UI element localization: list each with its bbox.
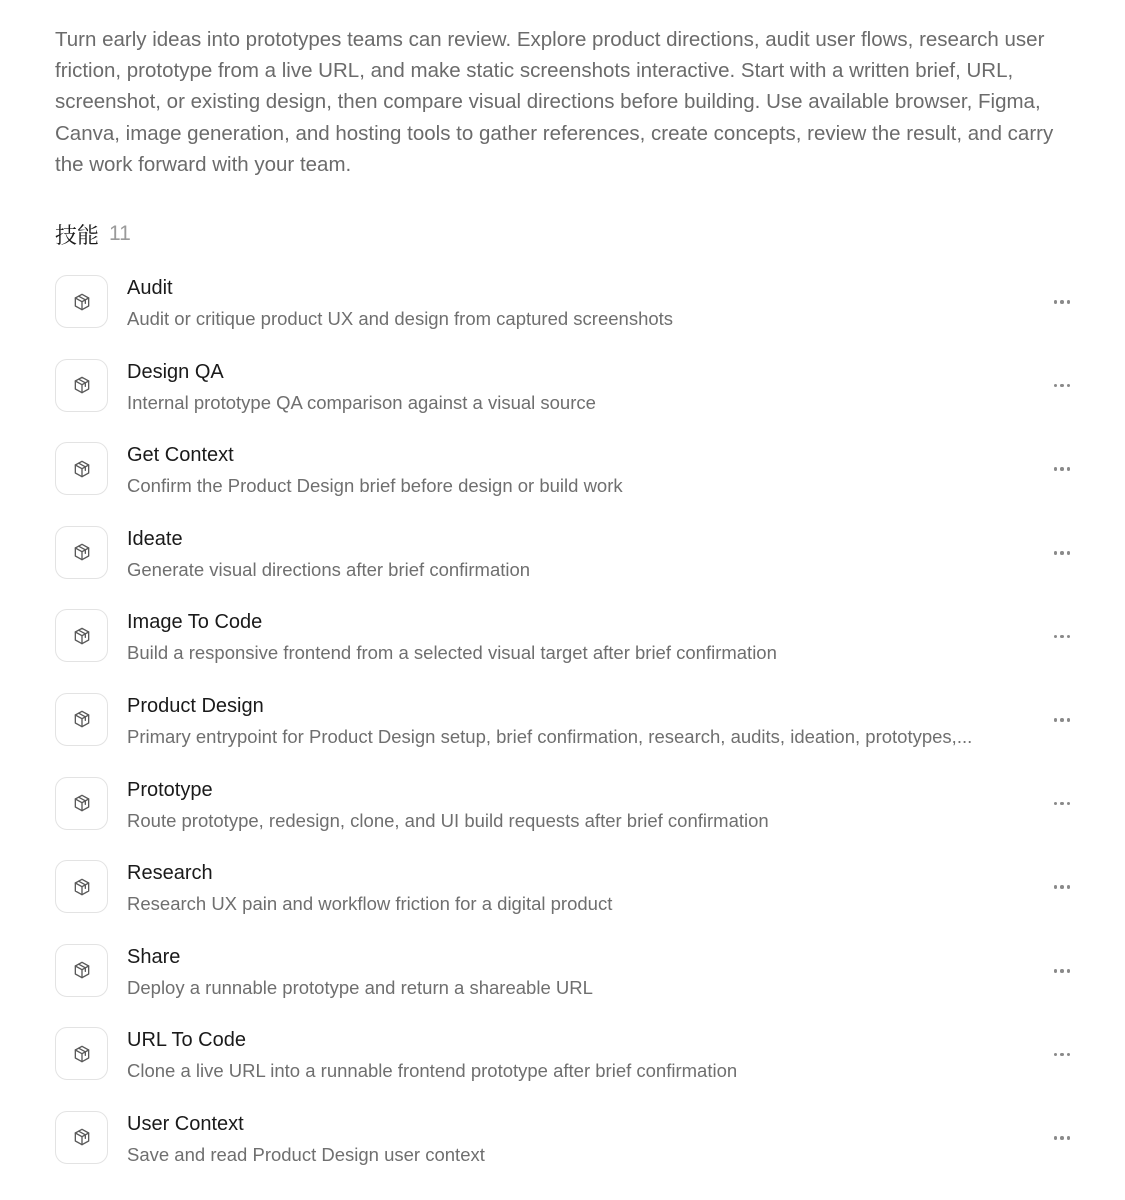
skill-text — [127, 359, 1017, 415]
more-options-button-research[interactable] — [1047, 875, 1077, 899]
more-options-button-share[interactable] — [1047, 959, 1077, 983]
more-dot — [1067, 635, 1071, 639]
skill-name: Ideate — [127, 527, 183, 550]
more-dot — [1060, 718, 1064, 722]
more-options-button-prototype[interactable] — [1047, 792, 1077, 816]
more-dot — [1054, 384, 1058, 388]
more-dot — [1054, 969, 1058, 973]
more-dot — [1054, 885, 1058, 889]
skill-description: Audit or critique product UX and design from captured screenshots — [127, 308, 674, 329]
skill-icon-container — [55, 944, 108, 997]
skill-description: Build a responsive frontend from a selected visual target after brief confirmation — [127, 642, 777, 664]
skill-name: Product Design — [127, 694, 264, 717]
more-dot — [1054, 635, 1058, 639]
skill-description: Primary entrypoint for Product Design setup, brief confirmation, research, audits, ideation, prototypes,... — [127, 725, 973, 747]
more-dot — [1060, 300, 1064, 304]
more-dot — [1060, 885, 1064, 889]
cube-icon — [72, 542, 92, 562]
more-dot — [1067, 384, 1071, 388]
skills-list — [55, 275, 1085, 1195]
skill-name: Design QA — [127, 360, 224, 383]
more-dot — [1060, 551, 1064, 555]
more-dot — [1060, 802, 1064, 806]
skill-name: Prototype — [127, 778, 213, 801]
skill-item-url-to-code[interactable] — [55, 1027, 1085, 1111]
skill-item-product-design[interactable] — [55, 693, 1085, 777]
skill-description: Route prototype, redesign, clone, and UI build requests after brief confirmation — [127, 809, 769, 831]
more-dot — [1060, 1053, 1064, 1057]
more-dot — [1054, 551, 1058, 555]
skill-icon-container — [55, 359, 108, 412]
cube-icon — [72, 459, 92, 479]
skill-icon-container — [55, 609, 108, 662]
cube-icon — [72, 626, 92, 646]
skill-name: Get Context — [127, 444, 234, 467]
more-dot — [1054, 300, 1058, 304]
skill-text — [127, 777, 1017, 833]
more-dot — [1060, 467, 1064, 471]
more-dot — [1054, 1053, 1058, 1057]
skill-text — [127, 609, 1017, 665]
more-dot — [1067, 802, 1071, 806]
more-options-button-get-context[interactable] — [1047, 457, 1077, 481]
skill-item-share[interactable] — [55, 944, 1085, 1028]
more-dot — [1060, 1136, 1064, 1140]
skill-text — [127, 1111, 1017, 1167]
more-dot — [1067, 885, 1071, 889]
more-dot — [1067, 1053, 1071, 1057]
cube-icon — [72, 375, 92, 395]
skills-section-header — [55, 218, 131, 250]
skill-icon-container — [55, 1027, 108, 1080]
cube-icon — [72, 709, 92, 729]
skill-name: User Context — [127, 1112, 244, 1135]
more-dot — [1067, 300, 1071, 304]
skill-icon-container — [55, 526, 108, 579]
skill-icon-container — [55, 442, 108, 495]
skills-section-title: 技能 — [55, 222, 100, 248]
skill-text — [127, 944, 1017, 1000]
skill-description: Generate visual directions after brief confirmation — [127, 558, 531, 580]
skill-item-research[interactable] — [55, 860, 1085, 944]
more-options-button-audit[interactable] — [1047, 290, 1077, 314]
more-options-button-url-to-code[interactable] — [1047, 1042, 1077, 1066]
more-options-button-user-context[interactable] — [1047, 1126, 1077, 1150]
skill-name: Share — [127, 945, 181, 968]
more-dot — [1067, 551, 1071, 555]
skill-name: Audit — [127, 277, 173, 299]
skill-name: URL To Code — [127, 1029, 246, 1052]
more-options-button-design-qa[interactable] — [1047, 374, 1077, 398]
skill-item-image-to-code[interactable] — [55, 609, 1085, 693]
skill-item-design-qa[interactable] — [55, 359, 1085, 443]
more-options-button-image-to-code[interactable] — [1047, 624, 1077, 648]
more-dot — [1067, 1136, 1071, 1140]
more-dot — [1067, 718, 1071, 722]
skill-description: Clone a live URL into a runnable frontend prototype after brief confirmation — [127, 1060, 738, 1082]
skill-text — [127, 693, 1017, 749]
skill-icon-container — [55, 693, 108, 746]
more-options-button-ideate[interactable] — [1047, 541, 1077, 565]
more-dot — [1067, 467, 1071, 471]
skill-item-prototype[interactable] — [55, 777, 1085, 861]
skill-item-get-context[interactable] — [55, 442, 1085, 526]
cube-icon — [72, 1127, 92, 1147]
skill-icon-container — [55, 777, 108, 830]
cube-icon — [72, 292, 92, 312]
skill-name: Research — [127, 862, 213, 885]
more-dot — [1067, 969, 1071, 973]
skill-text — [127, 1027, 1017, 1083]
skill-description: Deploy a runnable prototype and return a shareable URL — [127, 976, 593, 998]
cube-icon — [72, 960, 92, 980]
skill-text — [127, 526, 1017, 582]
more-dot — [1060, 635, 1064, 639]
skill-description: Save and read Product Design user context — [127, 1143, 485, 1165]
more-dot — [1054, 1136, 1058, 1140]
cube-icon — [72, 793, 92, 813]
more-dot — [1054, 467, 1058, 471]
skill-icon-container — [55, 275, 108, 328]
skill-item-ideate[interactable] — [55, 526, 1085, 610]
more-dot — [1054, 718, 1058, 722]
more-dot — [1060, 384, 1064, 388]
skill-text — [127, 860, 1017, 916]
skill-text — [127, 275, 1017, 331]
skill-description: Confirm the Product Design brief before design or build work — [127, 475, 623, 497]
skill-icon-container — [55, 860, 108, 913]
cube-icon — [72, 1044, 92, 1064]
plugin-description: Turn early ideas into prototypes teams can review. Explore product directions, audit user flows, research user friction, prototype from a live URL, and make static screenshots interactive. Start with a written brief, URL, screenshot, or existing design, then compare visual directions before building. Use available browser, Figma, Canva, image generation, and hosting tools to gather references, create concepts, review the result, and carry the work forward with your team. — [55, 28, 1054, 176]
skill-item-user-context[interactable] — [55, 1111, 1085, 1195]
more-dot — [1060, 969, 1064, 973]
skill-description: Research UX pain and workflow friction for a digital product — [127, 893, 613, 915]
skill-icon-container — [55, 1111, 108, 1164]
skill-item-audit[interactable] — [55, 275, 1085, 359]
skill-description: Internal prototype QA comparison against a visual source — [127, 391, 596, 413]
skill-text — [127, 442, 1017, 498]
more-options-button-product-design[interactable] — [1047, 708, 1077, 732]
skills-count: 11 — [109, 222, 131, 245]
cube-icon — [72, 877, 92, 897]
more-dot — [1054, 802, 1058, 806]
skill-name: Image To Code — [127, 611, 263, 634]
